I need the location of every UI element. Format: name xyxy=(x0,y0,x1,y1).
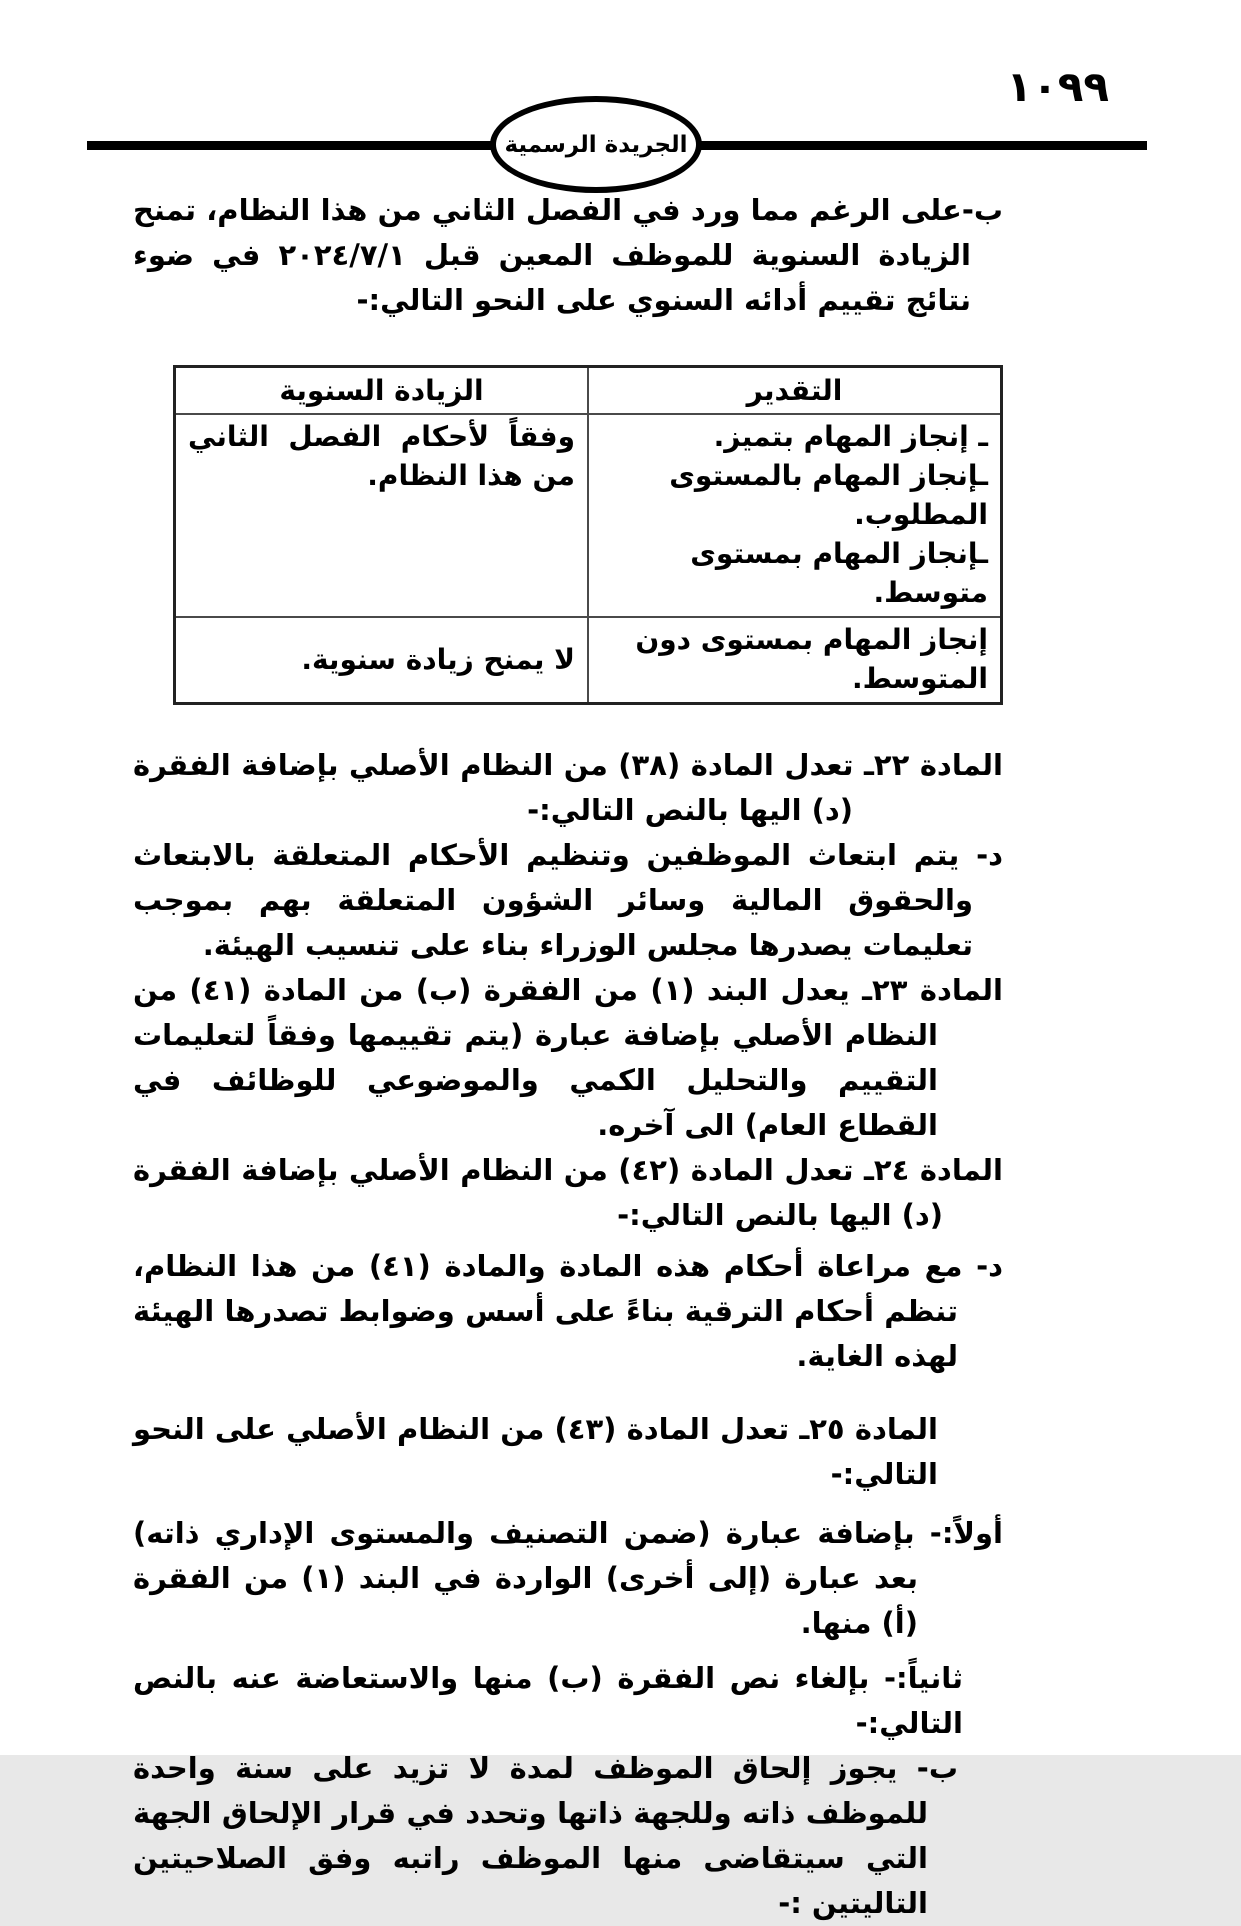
table-row xyxy=(175,414,1002,617)
table-row xyxy=(175,617,1002,704)
intro-paragraph: ب-على الرغم مما ورد في الفصل الثاني من هذا النظام، تمنح الزيادة السنوية للموظف المعين قبل ٢٠٢٤/٧/١ في ضوء نتائج تقييم أدائه السنوي على النحو التالي:- xyxy=(133,193,1003,317)
article-23-paragraph: المادة ٢٣ـ يعدل البند (١) من الفقرة (ب) من المادة (٤١) من النظام الأصلي بإضافة عبارة (يتم تقييمها وفقاً لتعليمات التقييم والتحليل الكمي والموضوعي للوظائف في القطاع العام) الى آخره. xyxy=(133,973,1003,1142)
article-24-heading: المادة ٢٤ـ تعدل المادة (٤٢) من النظام الأصلي بإضافة الفقرة (د) اليها بالنص التالي:- xyxy=(133,1153,1003,1232)
article-22-heading: المادة ٢٢ـ تعدل المادة (٣٨) من النظام الأصلي بإضافة الفقرة (د) اليها بالنص التالي:- xyxy=(133,748,1003,827)
rating-cell: إنجاز المهام بمستوى دون المتوسط. xyxy=(588,617,1002,704)
rating-line: ـإنجاز المهام بالمستوى المطلوب. xyxy=(669,459,988,531)
page-number: ١٠٩٩ xyxy=(1006,62,1109,111)
col-header-increment: الزيادة السنوية xyxy=(175,367,589,415)
rating-line: ـإنجاز المهام بمستوى متوسط. xyxy=(690,537,988,609)
document-body xyxy=(133,188,1003,1926)
masthead-title: الجريدة الرسمية xyxy=(504,131,688,158)
col-header-rating: التقدير xyxy=(588,367,1002,415)
increment-cell: لا يمنح زيادة سنوية. xyxy=(175,617,589,704)
increment-table xyxy=(173,365,1003,705)
article-25-clause-b: ب- يجوز إلحاق الموظف لمدة لا تزيد على سنة واحدة للموظف ذاته وللجهة ذاتها وتحدد في قرار الإلحاق الجهة التي سيتقاضى منها الموظف راتبه وفق الصلاحيتين التاليتين :- xyxy=(133,1751,958,1920)
increment-cell: وفقاً لأحكام الفصل الثاني من هذا النظام. xyxy=(175,414,589,617)
article-22-clause-d: د- يتم ابتعاث الموظفين وتنظيم الأحكام المتعلقة بالابتعاث والحقوق المالية وسائر الشؤون المتعلقة بهم بموجب تعليمات يصدرها مجلس الوزراء بناء على تنسيب الهيئة. xyxy=(133,838,1003,962)
gazette-masthead-badge xyxy=(490,96,702,193)
rating-line: ـ إنجاز المهام بتميز. xyxy=(713,420,988,453)
article-25-item-first: أولاً:- بإضافة عبارة (ضمن التصنيف والمستوى الإداري ذاته) بعد عبارة (إلى أخرى) الواردة في البند (١) من الفقرة (أ) منها. xyxy=(133,1516,1003,1640)
rating-cell xyxy=(588,414,1002,617)
article-25-heading: المادة ٢٥ـ تعدل المادة (٤٣) من النظام الأصلي على النحو التالي:- xyxy=(133,1412,938,1491)
table-header-row xyxy=(175,367,1002,415)
article-24-clause-d: د- مع مراعاة أحكام هذه المادة والمادة (٤١) من هذا النظام، تنظم أحكام الترقية بناءً على أسس وضوابط تصدرها الهيئة لهذه الغاية. xyxy=(133,1249,1003,1373)
article-25-item-second: ثانياً:- بإلغاء نص الفقرة (ب) منها والاستعاضة عنه بالنص التالي:- xyxy=(133,1661,963,1740)
